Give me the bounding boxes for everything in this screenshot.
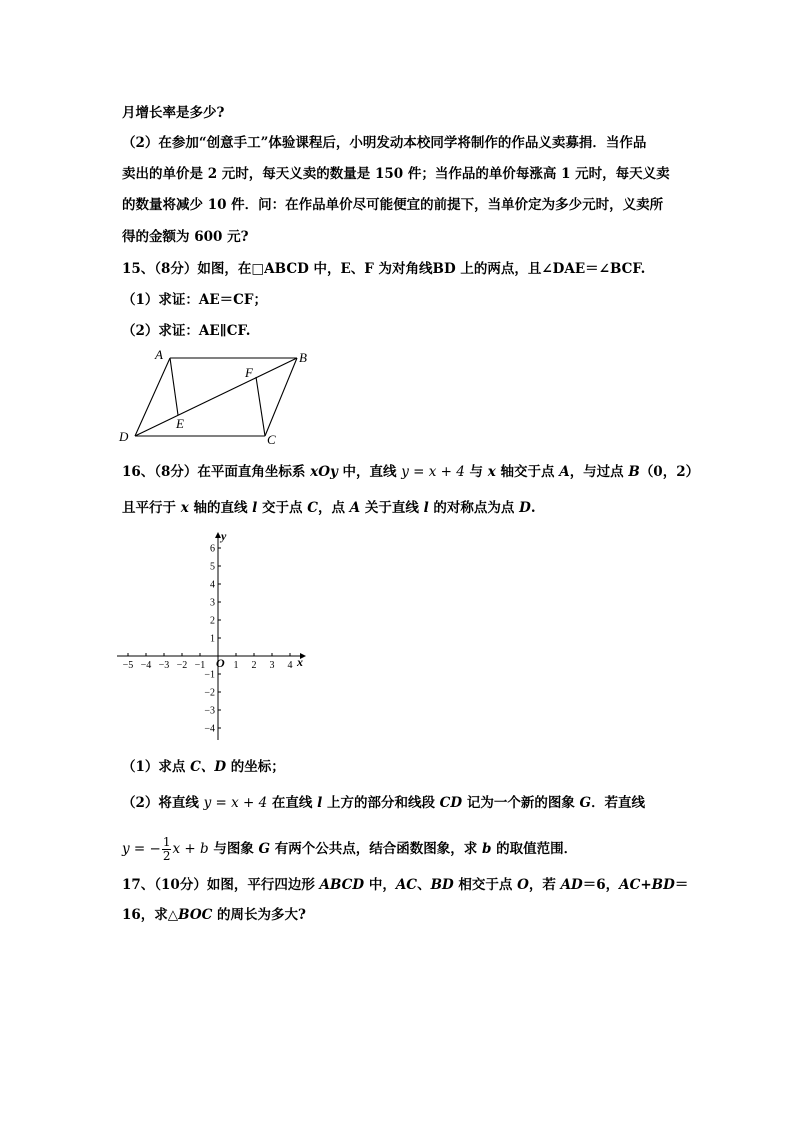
coordinate-plane	[115, 528, 315, 743]
x-tick-label: 3	[269, 660, 275, 671]
origin-label: O	[216, 656, 225, 670]
q16-part-3: y = − $\frac{1}{2}$ x + b 与图象 G 有两个公共点，结合函数图象，求 b 的取值范围．	[122, 835, 578, 863]
x-tick-label: −3	[158, 660, 170, 671]
x-axis-label: x	[297, 655, 303, 669]
x-tick-label: 4	[287, 660, 293, 671]
label-C: C	[267, 432, 276, 447]
q15-part-2: （2）求证：AE∥CF.	[122, 323, 251, 339]
q17-line-2: 16，求△BOC 的周长为多大?	[122, 907, 306, 923]
x-tick-label: 2	[251, 660, 257, 671]
label-F: F	[245, 365, 253, 380]
y-tick-label: 4	[210, 579, 215, 591]
q16-part-1: （1）求点 C、D 的坐标；	[122, 759, 285, 775]
q14-line-1: 月增长率是多少?	[122, 105, 225, 121]
diagonal-BD	[135, 358, 297, 436]
q16-line-2: 且平行于 x 轴的直线 l 交于点 C，点 A 关于直线 l 的对称点为点 D.	[122, 500, 536, 516]
q14-line-2: （2）在参加“创意手工”体验课程后，小明发动本校同学将制作的作品义卖募捐．当作品	[122, 135, 647, 151]
label-B: B	[299, 350, 307, 365]
y-tick-label: −3	[204, 705, 215, 717]
q16-line-1: 16、（8分）在平面直角坐标系 xOy 中，直线 y = x + 4 与 x 轴交于点 A，与过点 B（0，2）	[122, 464, 700, 480]
y-tick-label: −4	[204, 723, 215, 735]
q17-line-1: 17、（10分）如图，平行四边形 ABCD 中，AC、BD 相交于点 O，若 AD＝6，AC+BD＝	[122, 877, 689, 893]
label-A: A	[155, 347, 163, 362]
y-tick-label: 5	[210, 561, 215, 573]
q14-line-3: 卖出的单价是 2 元时，每天义卖的数量是 150 件；当作品的单价每涨高 1 元时，每天义卖	[122, 166, 670, 182]
label-D: D	[119, 429, 129, 444]
y-tick-label: −2	[204, 687, 215, 699]
x-tick-label: −5	[122, 660, 134, 671]
y-tick-label: 6	[210, 543, 215, 555]
parallelogram-figure	[115, 345, 325, 450]
q14-line-4: 的数量将减少 10 件．问：在作品单价尽可能便宜的前提下，当单价定为多少元时，义卖所	[122, 197, 664, 213]
segment-DA	[135, 358, 170, 436]
segment-AE	[170, 358, 178, 415]
label-E: E	[176, 416, 184, 431]
y-tick-label: 1	[210, 633, 215, 645]
segment-BC	[265, 358, 297, 436]
x-tick-label: −1	[194, 660, 206, 671]
q14-line-5: 得的金额为 600 元?	[122, 229, 249, 245]
y-tick-label: 3	[210, 597, 215, 609]
y-tick-label: 2	[210, 615, 215, 627]
x-tick-label: 1	[233, 660, 239, 671]
q15-line-1: 15、（8分）如图，在□ABCD 中，E、F 为对角线BD 上的两点，且∠DAE＝∠BCF.	[122, 261, 646, 277]
x-tick-label: −4	[140, 660, 152, 671]
q15-part-1: （1）求证：AE＝CF；	[122, 292, 267, 308]
q16-part-2: （2）将直线 y = x + 4 在直线 l 上方的部分和线段 CD 记为一个新的图象 G．若直线	[122, 795, 646, 811]
fraction-one-half: $\frac{1}{2}$	[162, 835, 171, 863]
y-axis-label: y	[221, 529, 227, 543]
segment-CF	[256, 377, 265, 436]
x-tick-label: −2	[176, 660, 188, 671]
y-tick-label: −1	[204, 669, 215, 681]
